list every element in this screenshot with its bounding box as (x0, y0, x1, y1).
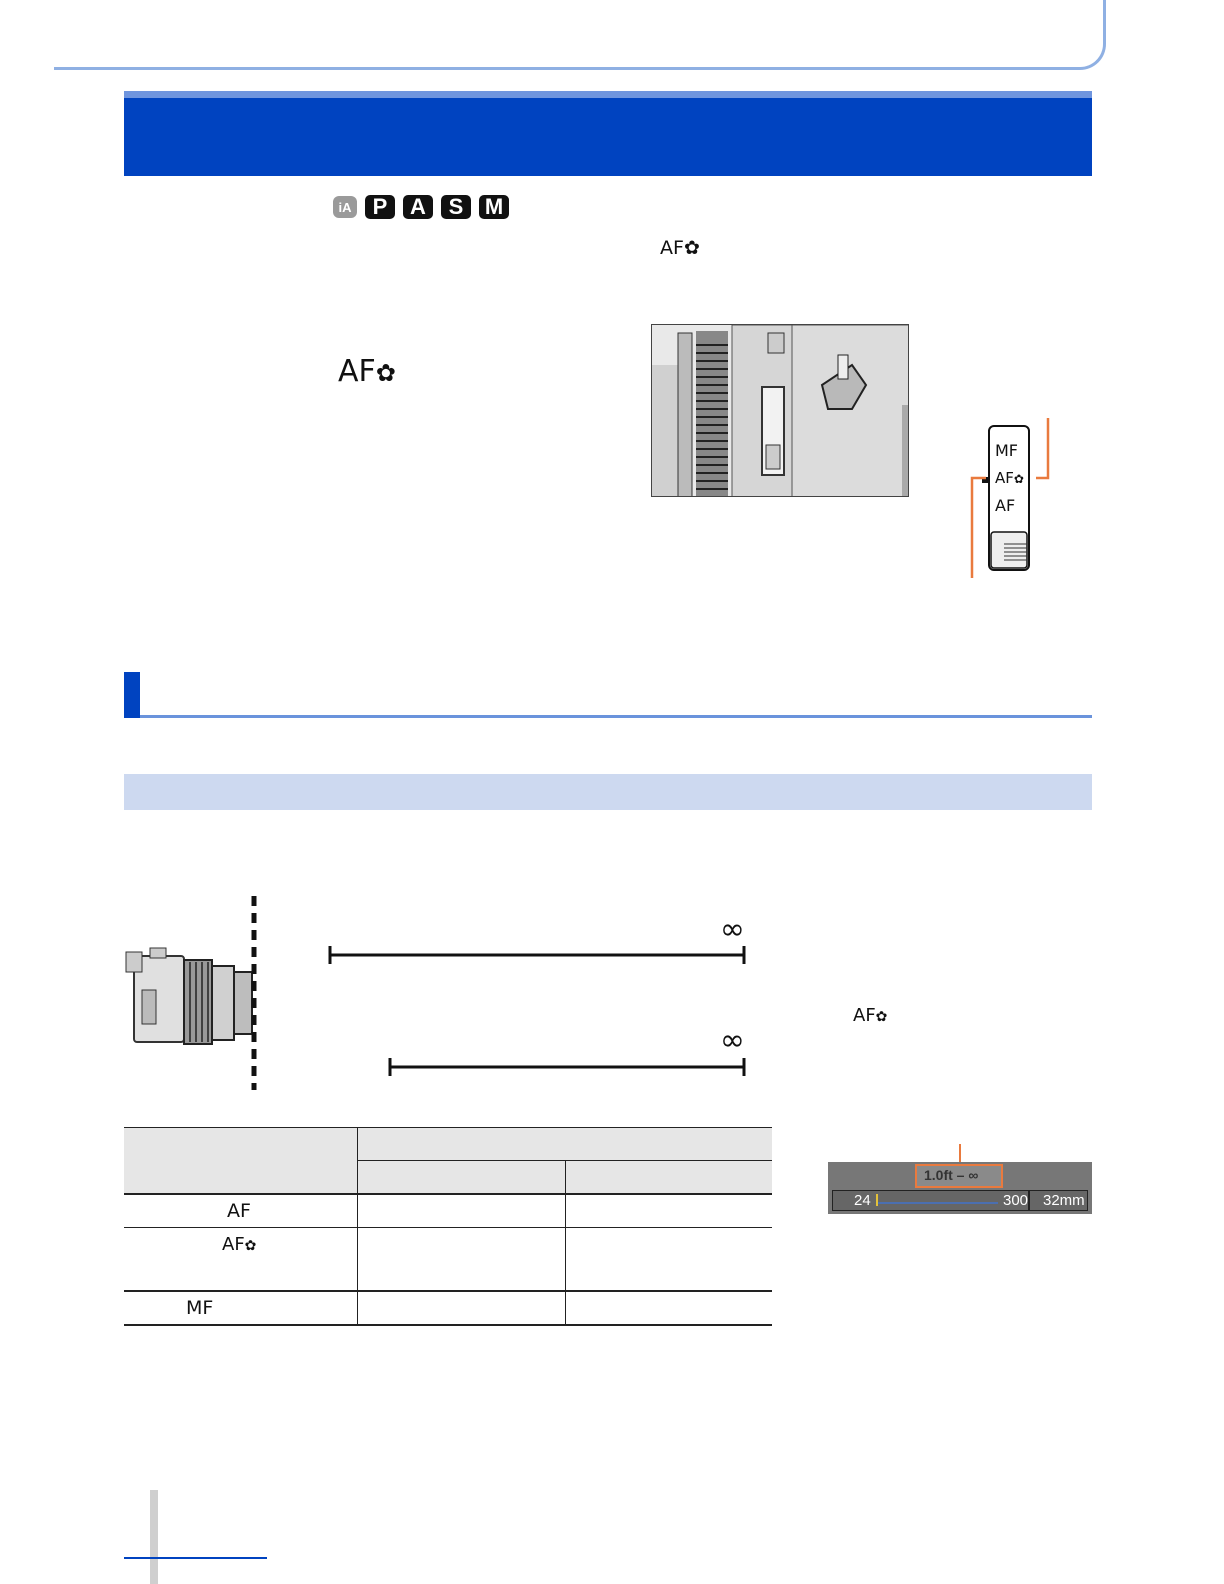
table-row (124, 1228, 772, 1292)
af-macro-inline-text: AF (660, 237, 684, 259)
lcd-range-text: 1.0ft – ∞ (924, 1167, 979, 1183)
table-header-range (358, 1128, 773, 1161)
mode-ia-icon: iA (333, 196, 357, 218)
switch-label-af: AF (995, 496, 1016, 515)
af-macro-side-icon (853, 1005, 887, 1026)
lcd-zoom-indicator (876, 1194, 878, 1206)
infinity-symbol-bottom: ∞ (720, 1023, 745, 1058)
af-macro-side-text: AF (853, 1005, 876, 1026)
table-row-label: MF (124, 1291, 358, 1325)
table-row-label: AF✿ (124, 1228, 358, 1292)
page-title-band (124, 91, 1092, 176)
mode-p-icon: P (365, 195, 395, 219)
af-macro-large-text: AF (338, 354, 376, 389)
camera-side-drawing (126, 948, 252, 1044)
camera-photo-illustration (652, 325, 909, 497)
mode-m-icon: M (479, 195, 509, 219)
af-macro-large-icon (338, 354, 396, 389)
af-macro-inline-icon (660, 237, 700, 259)
subsection-band (124, 774, 1092, 810)
tulip-icon: ✿ (875, 1009, 888, 1025)
table-header-tele (566, 1161, 773, 1195)
section-heading (124, 672, 1092, 718)
focus-range-table (124, 1127, 772, 1326)
table-row (124, 1291, 772, 1325)
focus-range-bar-bottom (390, 1058, 744, 1076)
footer-link-underline[interactable] (124, 1557, 267, 1559)
section-marker (124, 672, 140, 718)
switch-af-macro-text: AF (995, 469, 1014, 487)
lcd-tele-value: 300 (1003, 1192, 1029, 1209)
lcd-wide-value: 24 (854, 1192, 871, 1209)
table-row (124, 1194, 772, 1228)
table-header-mode (124, 1128, 358, 1195)
tulip-icon: ✿ (375, 359, 396, 387)
lcd-focus-range-display (828, 1162, 1092, 1214)
focus-range-bar-top (330, 946, 744, 964)
camera-focus-switch-photo (651, 324, 909, 497)
tulip-icon: ✿ (244, 1238, 257, 1254)
recording-mode-icons (333, 195, 509, 219)
lcd-zoom-track (878, 1202, 998, 1204)
infinity-symbol-top: ∞ (720, 912, 745, 947)
tulip-icon: ✿ (1013, 472, 1024, 486)
table-header-wide (358, 1161, 566, 1195)
mode-s-icon: S (441, 195, 471, 219)
focus-range-diagram (120, 890, 760, 1095)
footer-bar (150, 1490, 158, 1584)
switch-label-mf: MF (995, 441, 1019, 460)
page-tab-frame (54, 0, 1106, 70)
tulip-icon: ✿ (683, 237, 700, 259)
lcd-focal-length: 32mm (1043, 1192, 1085, 1209)
table-row-label: AF (124, 1194, 358, 1228)
lcd-callout-line (959, 1144, 961, 1162)
mode-a-icon: A (403, 195, 433, 219)
switch-label-af-macro (995, 469, 1024, 487)
lcd-divider (1028, 1191, 1030, 1210)
